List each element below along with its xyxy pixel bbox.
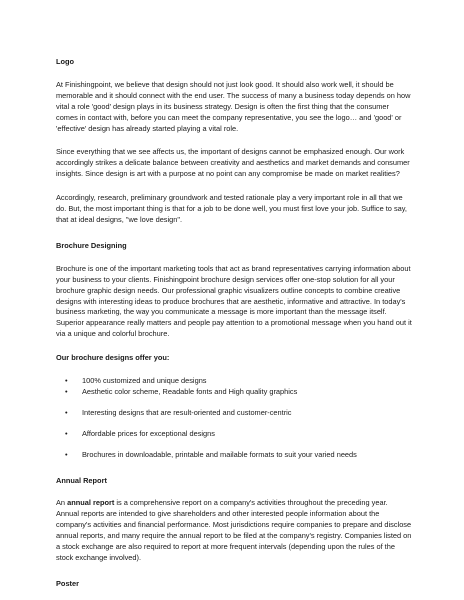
logo-paragraph-3: Accordingly, research, preliminary groundwork and tested rationale play a very important role in all that we do. But, the most important thing is that for a job to be done well, you must first love your job. Suffice to say, that at ideal designs, "we love design". (56, 193, 407, 224)
poster-heading: Poster (56, 578, 80, 588)
list-item: • Affordable prices for exceptional designs (56, 429, 412, 440)
logo-paragraph-2: Since everything that we see affects us, the important of designs cannot be emphasized enough. Our work accordingly strikes a delicate balance between creativity and aesthetics and market demands and consumer insights. Since design is art with a purpose at no point can any compromise be made on market realities? (56, 147, 410, 179)
document-page (56, 57, 412, 590)
annual-lead-text: An (56, 498, 68, 508)
list-item: • Brochures in downloadable, printable and mailable formats to suit your varied needs (56, 450, 412, 461)
brochure-offer-heading: Our brochure designs offer you: (56, 353, 170, 363)
annual-report-heading: Annual Report (56, 475, 107, 485)
logo-heading: Logo (56, 57, 75, 66)
annual-report-paragraph (56, 498, 412, 563)
annual-report-term: annual report (67, 498, 115, 508)
annual-body-text: is a comprehensive report on a company's activities throughout the preceding year. Annual reports are intended to give shareholders and other interested people information about the company's activities and financial performance. Most jurisdictions require companies to prepare and disclose annual reports, and many require the annual report to be filed at the company's registry. Companies listed on a stock exchange are also required to report at more frequent intervals (depending upon the rules of the stock exchange involved). (56, 498, 412, 562)
brochure-heading: Brochure Designing (56, 240, 127, 250)
list-item: • Aesthetic color scheme, Readable fonts and High quality graphics (56, 387, 412, 398)
logo-paragraph-1: At Finishingpoint, we believe that design should not just look good. It should also work well, it should be memorable and it should connect with the end user. The success of many a business today depends on how vital a role 'good' design plays in its business strategy. Design is often the first thing that the consumer comes in contact with, before you can meet the company representative, you see the logo… and 'good' or 'effective' design has already started playing a vital role. (56, 79, 411, 133)
list-item: • Interesting designs that are result-oriented and customer-centric (56, 408, 412, 419)
list-item: • 100% customized and unique designs (56, 376, 412, 387)
brochure-paragraph: Brochure is one of the important marketing tools that act as brand representatives carrying information about your business to your clients. Finishingpoint brochure design services offer one-stop solution for all your brochure graphic design needs. Our professional graphic visualizers outline concepts to combine creative designs with interesting ideas to produce brochures that are aesthetic, informative and attractive. In today's business marketing, the way you communicate a message is more important than the message itself. Superior appearance really matters and people pay attention to a promotional message when you hand out it via a unique and colorful brochure. (56, 263, 412, 339)
brochure-offer-list (56, 376, 412, 461)
